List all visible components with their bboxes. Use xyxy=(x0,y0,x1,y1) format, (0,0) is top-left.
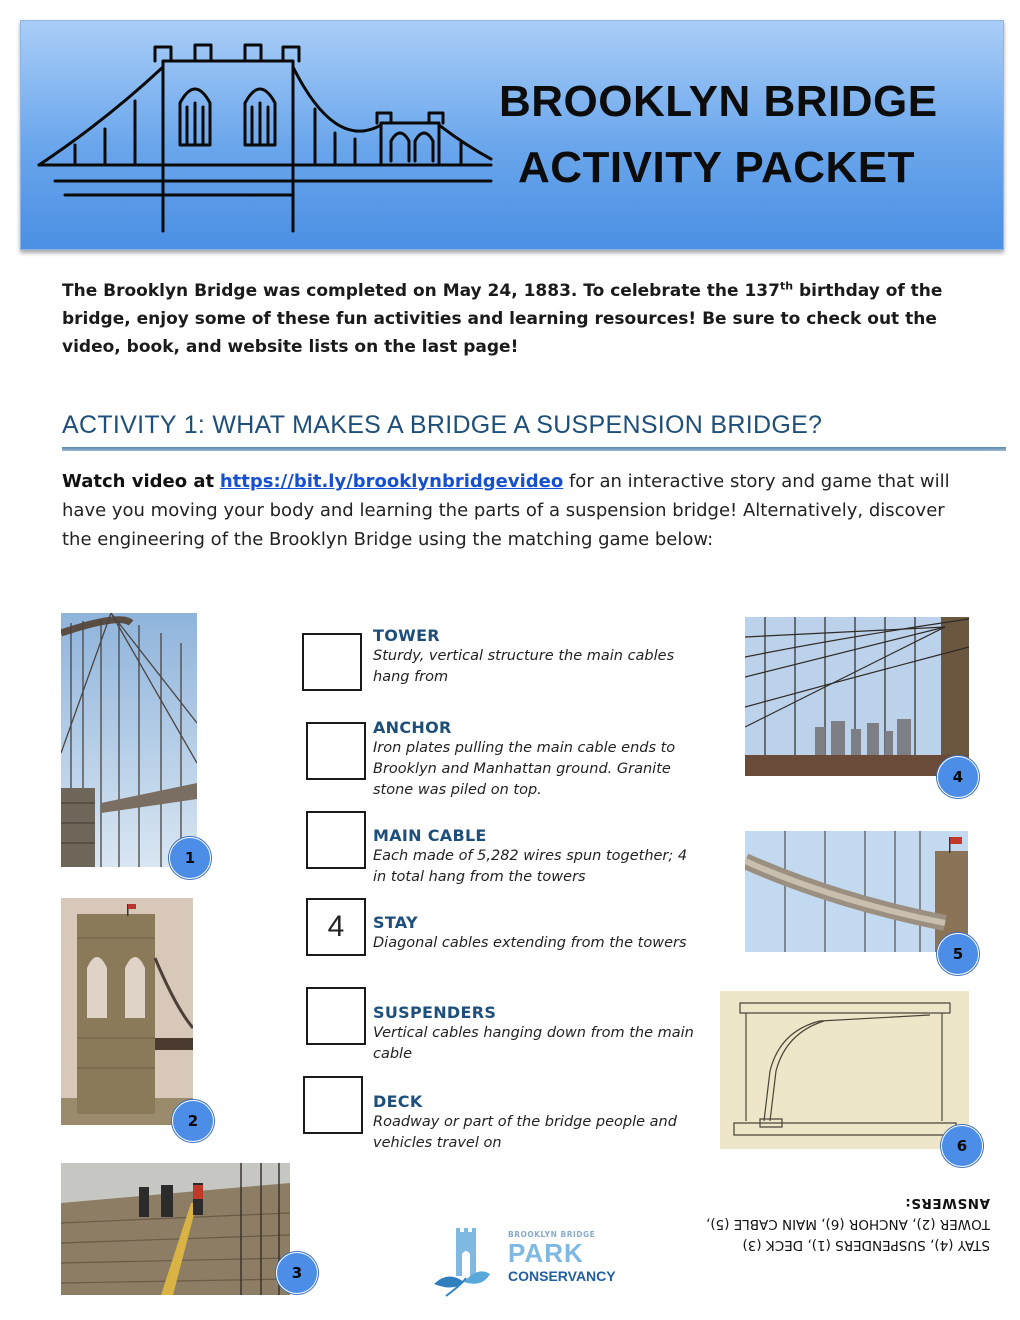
video-link[interactable]: https://bit.ly/brooklynbridgevideo xyxy=(219,471,564,492)
answer-box-main-cable[interactable] xyxy=(306,811,366,869)
intro-text-2: birthday of the bridge, enjoy some of these fun activities and learning resources! Be sure to check out the video, book, and website lists on the last page! xyxy=(62,281,943,357)
activity-1-heading: ACTIVITY 1: WHAT MAKES A BRIDGE A SUSPENSION BRIDGE? xyxy=(62,411,823,439)
term-title: STAY xyxy=(373,913,418,932)
answers-label: ANSWERS: xyxy=(904,1195,990,1211)
photo-suspenders xyxy=(61,613,197,867)
term-title: DECK xyxy=(373,1092,423,1111)
photo-tower xyxy=(61,898,193,1125)
header-banner xyxy=(20,20,1004,250)
term-title: MAIN CABLE xyxy=(373,826,487,845)
logo-top-text: BROOKLYN BRIDGE xyxy=(508,1230,596,1239)
term-description: Diagonal cables extending from the towers xyxy=(373,935,687,951)
term-anchor xyxy=(373,718,703,801)
answer-box-anchor[interactable] xyxy=(306,722,366,780)
term-title: ANCHOR xyxy=(373,718,452,737)
photo-number-5: 5 xyxy=(937,933,979,975)
answer-box-deck[interactable] xyxy=(303,1076,363,1134)
watch-text: for an interactive story and game that will have you moving your body and learning the parts of a suspension bridge! Alternatively, discover the engineering of the Brooklyn Bridge using the matching game below: xyxy=(62,471,950,550)
photo-number-6: 6 xyxy=(941,1125,983,1167)
term-description: Roadway or part of the bridge people and vehicles travel on xyxy=(373,1114,677,1151)
intro-paragraph xyxy=(62,277,962,361)
photo-number-4: 4 xyxy=(937,756,979,798)
intro-superscript: th xyxy=(779,279,794,293)
conservancy-logo xyxy=(432,1226,616,1300)
intro-text-1: The Brooklyn Bridge was completed on May 24, 1883. To celebrate the 137 xyxy=(62,281,780,301)
photo-main-cable xyxy=(745,831,968,952)
page-title-line-1: BROOKLYN BRIDGE xyxy=(499,77,938,126)
answer-box-suspenders[interactable] xyxy=(306,987,366,1045)
photo-stays xyxy=(745,617,969,776)
photo-number-3: 3 xyxy=(276,1252,318,1294)
term-deck xyxy=(373,1092,703,1154)
watch-label: Watch video at xyxy=(62,471,215,492)
term-description: Sturdy, vertical structure the main cables hang from xyxy=(373,648,675,685)
page-title-line-2: ACTIVITY PACKET xyxy=(518,143,916,192)
term-description: Each made of 5,282 wires spun together; 4 in total hang from the towers xyxy=(373,848,688,885)
term-main-cable xyxy=(373,826,703,888)
photo-number-2: 2 xyxy=(172,1100,214,1142)
answers-line-2: STAY (4), SUSPENDERS (1), DECK (3) xyxy=(742,1237,990,1253)
tree-tower-icon xyxy=(432,1226,492,1300)
answer-box-stay[interactable]: 4 xyxy=(306,898,366,956)
answers-line-1: TOWER (2), ANCHOR (6), MAIN CABLE (5), xyxy=(706,1216,990,1232)
photo-number-1: 1 xyxy=(169,837,211,879)
term-tower xyxy=(373,626,703,688)
term-suspenders xyxy=(373,1003,703,1065)
term-description: Iron plates pulling the main cable ends to Brooklyn and Manhattan ground. Granite stone was piled on top. xyxy=(373,740,676,798)
photo-deck xyxy=(61,1163,290,1295)
photo-anchor-drawing xyxy=(720,991,969,1149)
logo-park-text: PARK xyxy=(508,1238,584,1268)
term-title: TOWER xyxy=(373,626,440,645)
term-title: SUSPENDERS xyxy=(373,1003,497,1022)
bridge-outline-illustration xyxy=(35,41,505,241)
logo-conservancy-text: CONSERVANCY xyxy=(508,1268,616,1284)
term-description: Vertical cables hanging down from the main cable xyxy=(373,1025,694,1062)
term-stay xyxy=(373,913,703,954)
heading-divider xyxy=(62,447,1006,451)
answers-upside-down xyxy=(690,1192,990,1255)
activity-1-instructions xyxy=(62,467,977,554)
answer-box-tower[interactable] xyxy=(302,633,362,691)
